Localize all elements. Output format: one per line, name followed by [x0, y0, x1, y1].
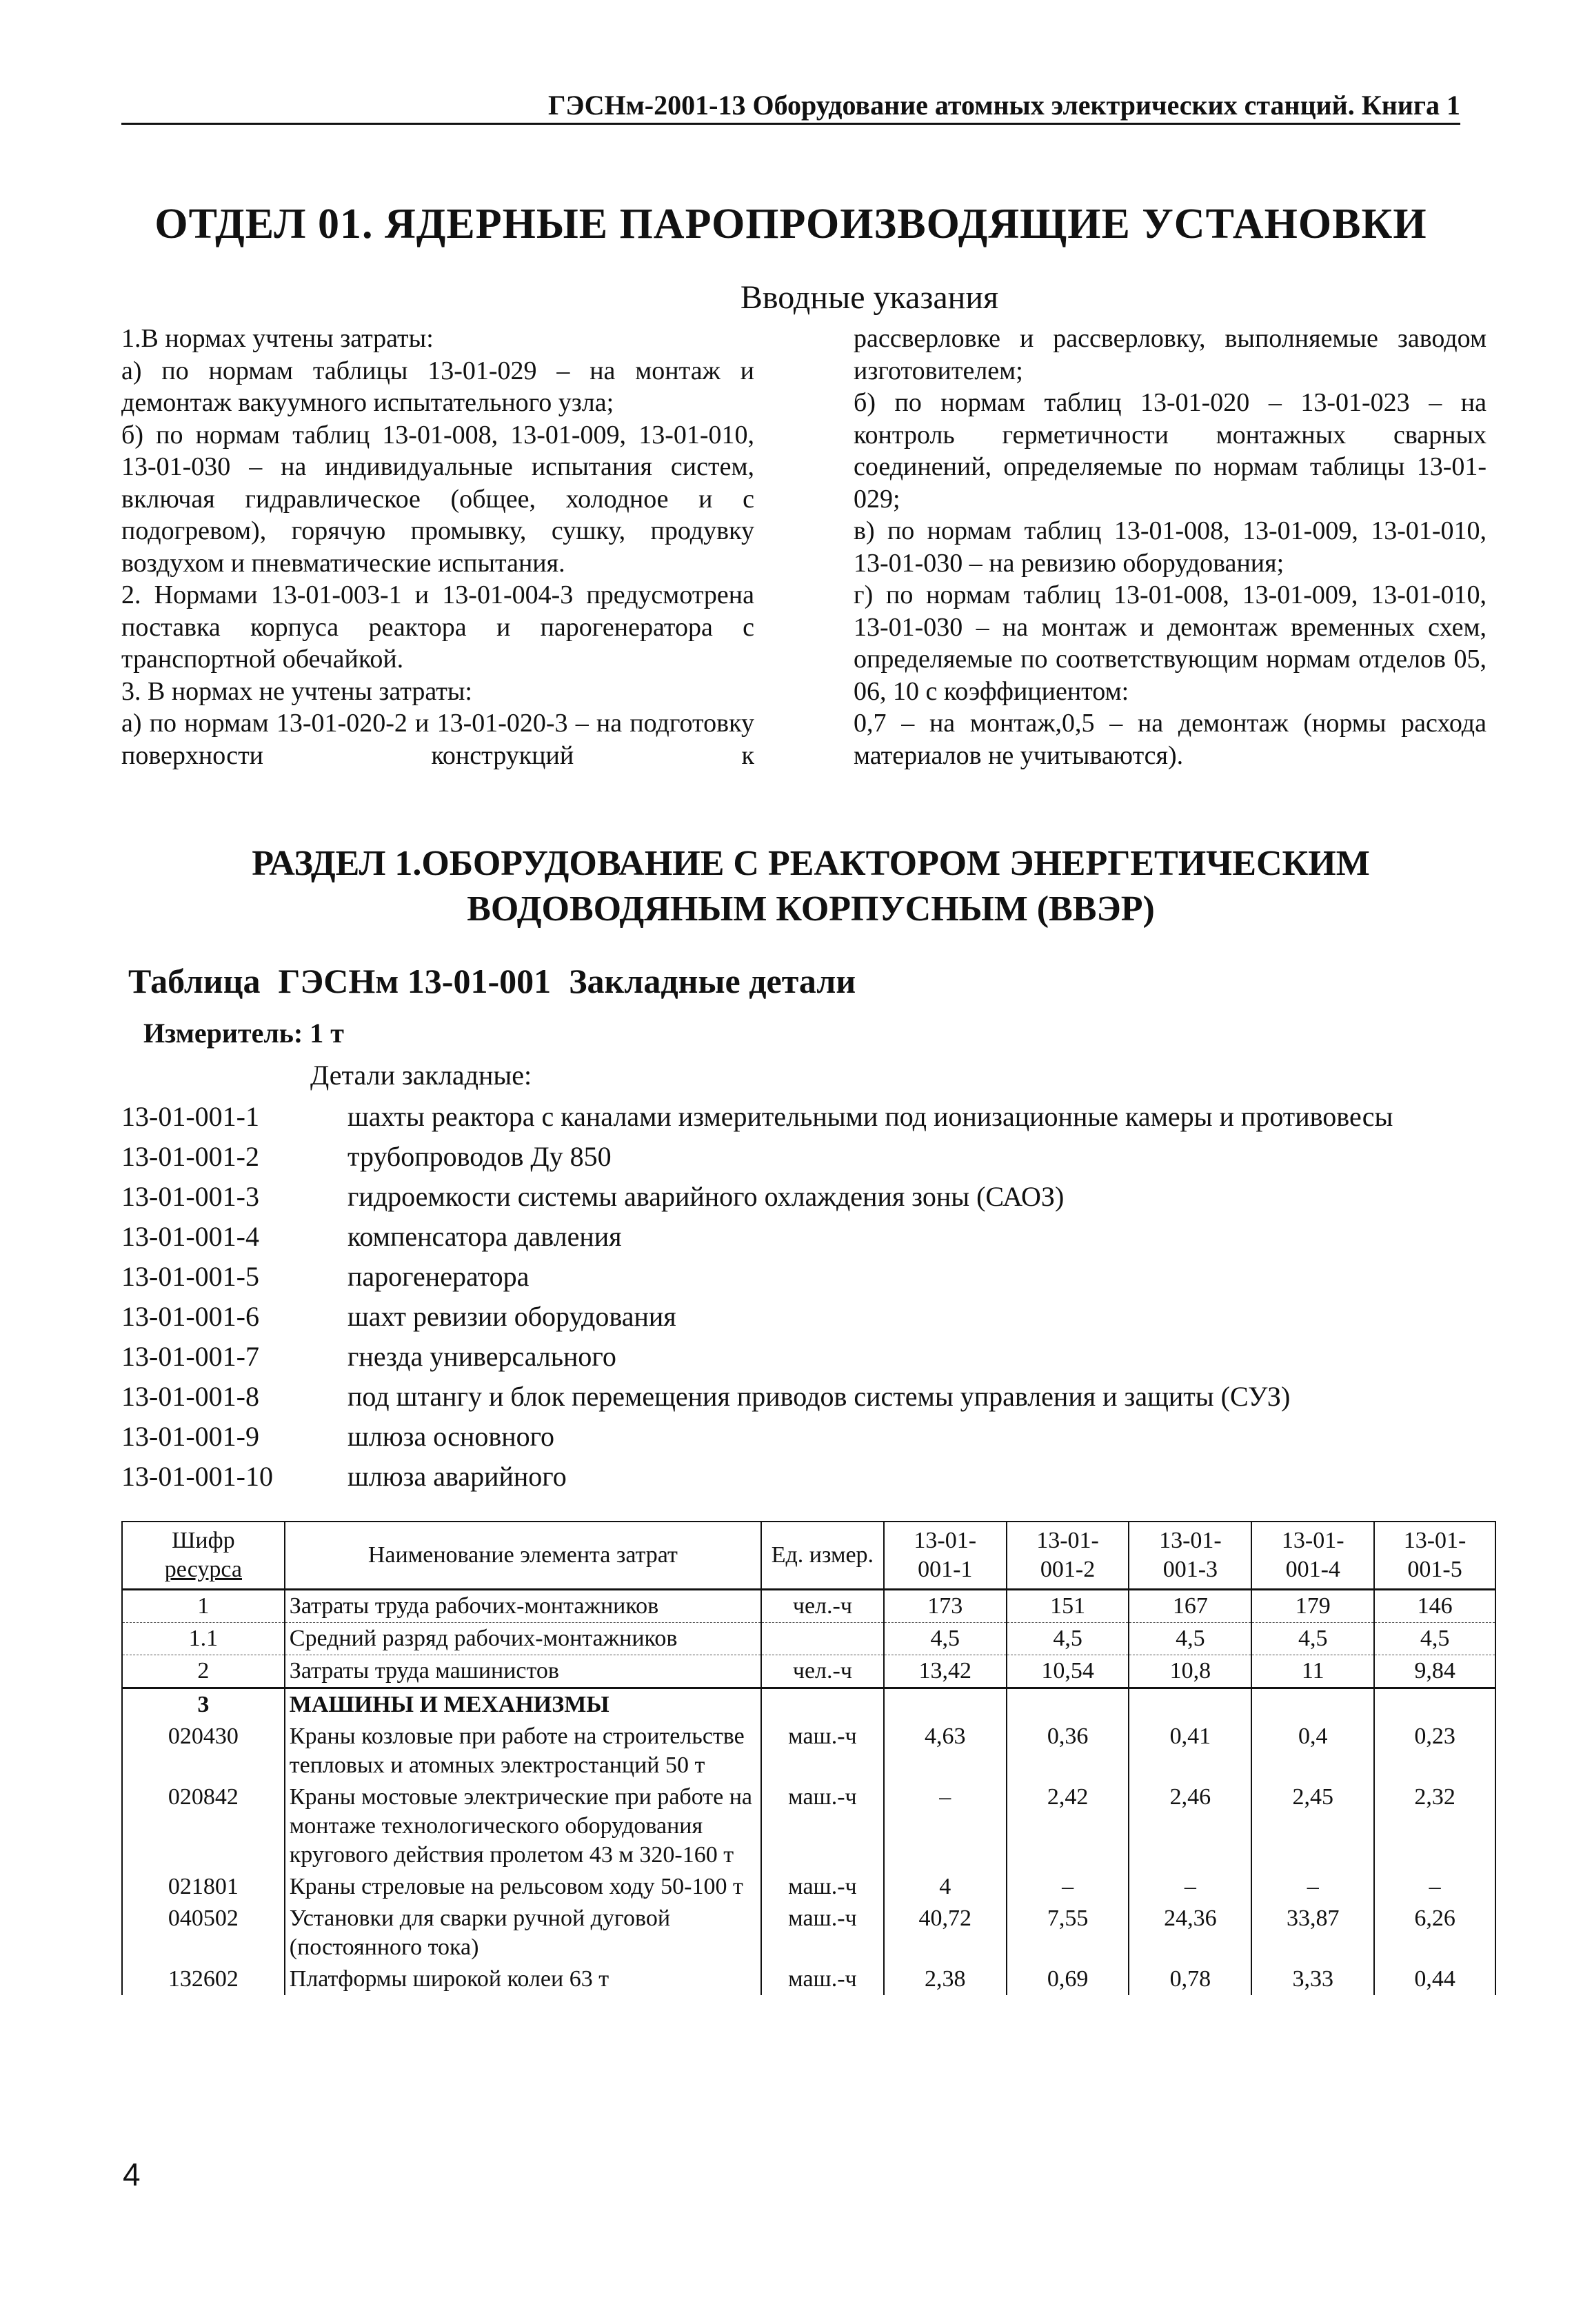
intro-right-p4: г) по нормам таблиц 13-01-008, 13-01-009, 13-01-010, 13-01-030 – на монтаж и демонтаж временных схем, определяемые по соответствующим нормам отделов 05, 06, 10 с коэффициентом:	[854, 580, 1487, 706]
cell-value: 0,69	[1007, 1963, 1129, 1995]
table-row	[122, 1871, 1495, 1903]
cell-value: 4,5	[1251, 1623, 1374, 1655]
table-row	[122, 1655, 1495, 1688]
table-title-name: Закладные детали	[569, 962, 856, 1000]
item-name: под штангу и блок перемещения приводов системы управления и защиты (СУЗ)	[347, 1380, 1291, 1412]
cell-value: 11	[1251, 1655, 1374, 1688]
cell-value: 179	[1251, 1590, 1374, 1623]
cell-unit: маш.-ч	[761, 1963, 884, 1995]
cell-value: –	[884, 1781, 1007, 1871]
cell-value: 0,44	[1374, 1963, 1495, 1995]
intro-right-p1: рассверловке и рассверловку, выполняемые заводом изготовителем;	[854, 324, 1487, 385]
intro-left-p2: а) по нормам таблицы 13-01-029 – на монтаж и демонтаж вакуумного испытательного узла;	[121, 356, 754, 417]
intro-left-p6: а) по нормам 13-01-020-2 и 13-01-020-3 – на подготовку поверхности конструкций к	[121, 709, 754, 770]
item-name: трубопроводов Ду 850	[347, 1140, 612, 1172]
cell-value: 0,41	[1129, 1721, 1251, 1781]
item-name: шахт ревизии оборудования	[347, 1300, 676, 1332]
table-row	[122, 1781, 1495, 1871]
cell-value: 24,36	[1129, 1903, 1251, 1963]
header-unit: Ед. измер.	[761, 1522, 884, 1590]
table-row	[122, 1963, 1495, 1995]
cell-name: Средний разряд рабочих-монтажников	[285, 1623, 761, 1655]
cell-code: 021801	[122, 1871, 285, 1903]
cell-value	[884, 1688, 1007, 1721]
table-row	[122, 1623, 1495, 1655]
cell-code: 020842	[122, 1781, 285, 1871]
cell-value: 2,42	[1007, 1781, 1129, 1871]
cell-unit	[761, 1623, 884, 1655]
cell-name: Затраты труда машинистов	[285, 1655, 761, 1688]
item-name: шахты реактора с каналами измерительными под ионизационные камеры и противовесы	[347, 1100, 1393, 1132]
cell-name: Установки для сварки ручной дуговой (постоянного тока)	[285, 1903, 761, 1963]
resource-table	[121, 1521, 1496, 1995]
list-item	[121, 1136, 1500, 1176]
cell-name: Затраты труда рабочих-монтажников	[285, 1590, 761, 1623]
header-col-2-line1: 13-01-	[1036, 1528, 1099, 1553]
norm-items-list	[121, 1096, 1500, 1496]
cell-value: 4,5	[1374, 1623, 1495, 1655]
cell-value: 151	[1007, 1590, 1129, 1623]
cell-code: 132602	[122, 1963, 285, 1995]
item-name: шлюза аварийного	[347, 1460, 567, 1492]
cell-value: 146	[1374, 1590, 1495, 1623]
list-item	[121, 1176, 1500, 1216]
item-code: 13-01-001-8	[121, 1380, 259, 1412]
cell-name: Краны козловые при работе на строительстве тепловых и атомных электростанций 50 т	[285, 1721, 761, 1781]
cell-name: Платформы широкой колеи 63 т	[285, 1963, 761, 1995]
cell-value: –	[1374, 1871, 1495, 1903]
list-item	[121, 1376, 1500, 1416]
cell-value	[1007, 1688, 1129, 1721]
header-name: Наименование элемента затрат	[285, 1522, 761, 1590]
cell-value: 13,42	[884, 1655, 1007, 1688]
list-item	[121, 1336, 1500, 1376]
intro-right-p3: в) по нормам таблиц 13-01-008, 13-01-009, 13-01-010, 13-01-030 – на ревизию оборудования;	[854, 516, 1487, 578]
item-name: гнезда универсального	[347, 1340, 616, 1372]
cell-value: 4,5	[884, 1623, 1007, 1655]
header-col-5-line2: 001-5	[1407, 1557, 1462, 1582]
table-row	[122, 1688, 1495, 1721]
header-col-1-line1: 13-01-	[914, 1528, 977, 1553]
intro-right-p2: б) по нормам таблиц 13-01-020 – 13-01-023 – на контроль герметичности монтажных сварных соединений, определяемые по нормам таблицы 13-01-029;	[854, 388, 1487, 514]
cell-value	[1129, 1688, 1251, 1721]
cell-value: 33,87	[1251, 1903, 1374, 1963]
table-title-prefix: Таблица	[128, 962, 261, 1000]
cell-value: 4	[884, 1871, 1007, 1903]
intro-right-p5: 0,7 – на монтаж,0,5 – на демонтаж (нормы расхода материалов не учитываются).	[854, 709, 1487, 770]
table-row	[122, 1721, 1495, 1781]
cell-value	[1374, 1688, 1495, 1721]
header-col-5-line1: 13-01-	[1403, 1528, 1467, 1553]
header-col-3	[1129, 1522, 1251, 1590]
header-col-1-line2: 001-1	[918, 1557, 973, 1582]
cell-value: 2,38	[884, 1963, 1007, 1995]
measure-unit: Измеритель: 1 т	[143, 1018, 344, 1049]
item-code: 13-01-001-1	[121, 1100, 259, 1132]
part-title-line1: РАЗДЕЛ 1.ОБОРУДОВАНИЕ С РЕАКТОРОМ ЭНЕРГЕТИЧЕСКИМ	[252, 844, 1370, 883]
item-code: 13-01-001-4	[121, 1220, 259, 1252]
header-col-3-line1: 13-01-	[1159, 1528, 1222, 1553]
cell-value: 173	[884, 1590, 1007, 1623]
header-col-3-line2: 001-3	[1162, 1557, 1218, 1582]
list-item	[121, 1096, 1500, 1136]
header-code-line2: ресурса	[164, 1557, 242, 1582]
item-code: 13-01-001-5	[121, 1260, 259, 1292]
cell-unit: маш.-ч	[761, 1903, 884, 1963]
table-title-code: ГЭСНм 13-01-001	[278, 962, 552, 1000]
cell-value: 0,4	[1251, 1721, 1374, 1781]
list-item	[121, 1256, 1500, 1296]
header-code	[122, 1522, 285, 1590]
running-header: ГЭСНм-2001-13 Оборудование атомных электрических станций. Книга 1	[547, 90, 1460, 121]
cell-value: 0,36	[1007, 1721, 1129, 1781]
header-rule	[121, 123, 1460, 125]
item-name: гидроемкости системы аварийного охлаждения зоны (САОЗ)	[347, 1180, 1065, 1212]
header-code-line1: Шифр	[172, 1528, 235, 1553]
cell-code: 3	[122, 1688, 285, 1721]
header-col-2	[1007, 1522, 1129, 1590]
part-title-line2: ВОДОВОДЯНЫМ КОРПУСНЫМ (ВВЭР)	[467, 889, 1155, 929]
cell-value: 2,46	[1129, 1781, 1251, 1871]
item-code: 13-01-001-6	[121, 1300, 259, 1332]
section-title: ОТДЕЛ 01. ЯДЕРНЫЕ ПАРОПРОИЗВОДЯЩИЕ УСТАНОВКИ	[154, 201, 1427, 247]
cell-value: 2,32	[1374, 1781, 1495, 1871]
intro-left-column	[121, 323, 754, 771]
cell-value: 0,78	[1129, 1963, 1251, 1995]
list-item	[121, 1416, 1500, 1456]
cell-value	[1251, 1688, 1374, 1721]
header-col-4-line2: 001-4	[1285, 1557, 1340, 1582]
intro-right-column	[854, 323, 1487, 771]
cell-name: Краны мостовые электрические при работе на монтаже технологического оборудования кругового действия пролетом 43 м 320-160 т	[285, 1781, 761, 1871]
cell-unit: чел.-ч	[761, 1655, 884, 1688]
intro-left-p1: 1.В нормах учтены затраты:	[121, 324, 434, 353]
table-row	[122, 1903, 1495, 1963]
cell-code: 020430	[122, 1721, 285, 1781]
cell-value: 10,8	[1129, 1655, 1251, 1688]
cell-unit	[761, 1688, 884, 1721]
table-row	[122, 1590, 1495, 1623]
intro-left-p4: 2. Нормами 13-01-003-1 и 13-01-004-3 предусмотрена поставка корпуса реактора и парогенератора с транспортной обечайкой.	[121, 580, 754, 674]
intro-left-p5: 3. В нормах не учтены затраты:	[121, 676, 472, 706]
cell-value: 40,72	[884, 1903, 1007, 1963]
cell-value: 4,5	[1007, 1623, 1129, 1655]
cell-code: 1	[122, 1590, 285, 1623]
cell-unit: маш.-ч	[761, 1721, 884, 1781]
cell-value: 0,23	[1374, 1721, 1495, 1781]
cell-value: 4,5	[1129, 1623, 1251, 1655]
cell-value: –	[1129, 1871, 1251, 1903]
item-code: 13-01-001-9	[121, 1420, 259, 1452]
details-lead: Детали закладные:	[310, 1060, 532, 1091]
list-item	[121, 1296, 1500, 1336]
cell-name: МАШИНЫ И МЕХАНИЗМЫ	[285, 1688, 761, 1721]
header-col-2-line2: 001-2	[1040, 1557, 1096, 1582]
part-title	[121, 841, 1500, 932]
header-col-4	[1251, 1522, 1374, 1590]
cell-unit: маш.-ч	[761, 1781, 884, 1871]
list-item	[121, 1456, 1500, 1496]
cell-value: 2,45	[1251, 1781, 1374, 1871]
item-code: 13-01-001-2	[121, 1140, 259, 1172]
cell-value: 3,33	[1251, 1963, 1374, 1995]
item-name: парогенератора	[347, 1260, 530, 1292]
cell-value: 10,54	[1007, 1655, 1129, 1688]
cell-name: Краны стреловые на рельсовом ходу 50-100 т	[285, 1871, 761, 1903]
item-name: шлюза основного	[347, 1420, 555, 1452]
cell-value: 167	[1129, 1590, 1251, 1623]
list-item	[121, 1216, 1500, 1256]
header-col-5	[1374, 1522, 1495, 1590]
intro-heading: Вводные указания	[740, 279, 999, 316]
cell-value: 7,55	[1007, 1903, 1129, 1963]
cell-code: 2	[122, 1655, 285, 1688]
cell-code: 040502	[122, 1903, 285, 1963]
cell-value: 9,84	[1374, 1655, 1495, 1688]
cell-value: 6,26	[1374, 1903, 1495, 1963]
cell-unit: маш.-ч	[761, 1871, 884, 1903]
table-header-row	[122, 1522, 1495, 1590]
cell-value: –	[1251, 1871, 1374, 1903]
cell-unit: чел.-ч	[761, 1590, 884, 1623]
page-number: 4	[123, 2156, 141, 2192]
item-code: 13-01-001-7	[121, 1340, 259, 1372]
intro-left-p3: б) по нормам таблиц 13-01-008, 13-01-009, 13-01-010, 13-01-030 – на индивидуальные испытания систем, включая гидравлическое (общее, холодное и с подогревом), горячую промывку, сушку, продувку воздухом и пневматические испытания.	[121, 420, 754, 578]
cell-value: –	[1007, 1871, 1129, 1903]
item-code: 13-01-001-10	[121, 1460, 273, 1492]
item-name: компенсатора давления	[347, 1220, 622, 1252]
header-col-1	[884, 1522, 1007, 1590]
cell-value: 4,63	[884, 1721, 1007, 1781]
table-title	[128, 960, 856, 1002]
item-code: 13-01-001-3	[121, 1180, 259, 1212]
header-col-4-line1: 13-01-	[1281, 1528, 1344, 1553]
cell-code: 1.1	[122, 1623, 285, 1655]
